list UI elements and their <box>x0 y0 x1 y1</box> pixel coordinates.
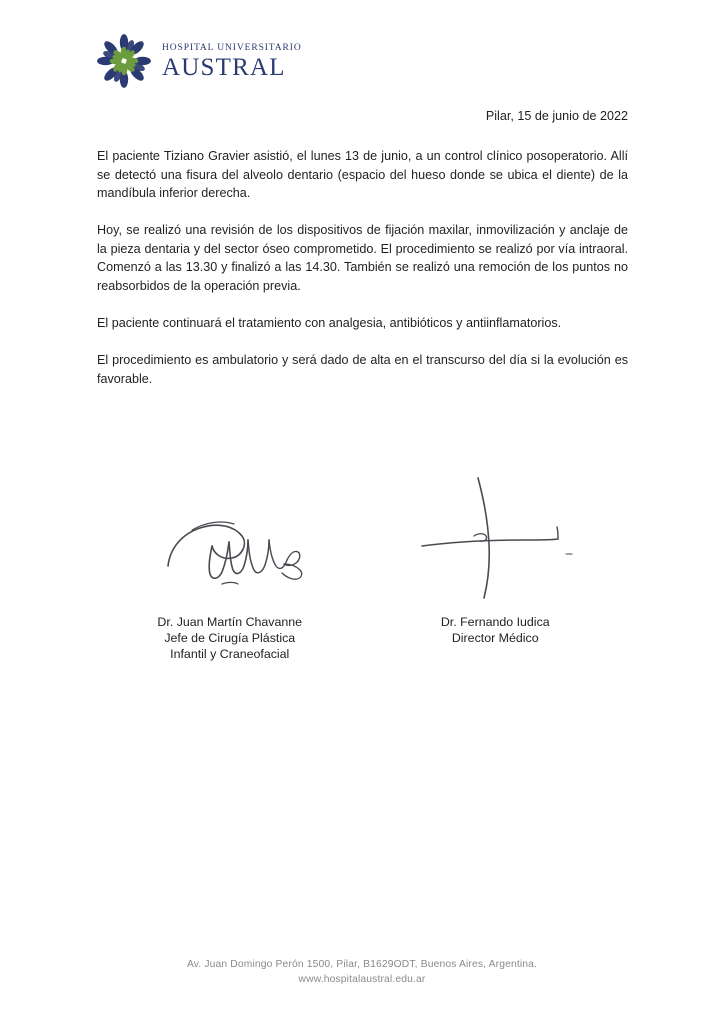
handwritten-signature-chavanne-icon <box>97 480 363 610</box>
signatory-name: Dr. Juan Martín Chavanne <box>157 615 303 629</box>
logo-wordmark <box>162 42 302 81</box>
letterhead <box>96 33 302 89</box>
austral-flower-logo-icon <box>96 33 152 89</box>
paragraph-1: El paciente Tiziano Gravier asistió, el lunes 13 de junio, a un control clínico posoperatorio. Allí se detectó una fisura del alveolo dentario (espacio del hueso donde se ubica el diente) de la mandíbula inferior derecha. <box>97 149 628 200</box>
signatory-title-line1: Director Médico <box>451 631 539 646</box>
date-line: Pilar, 15 de junio de 2022 <box>485 109 628 123</box>
signature-block-chavanne <box>97 480 363 662</box>
signatory-name: Dr. Fernando Iudica <box>440 615 550 629</box>
footer-website: www.hospitalaustral.edu.ar <box>298 973 426 985</box>
signature-caption-chavanne <box>157 614 302 662</box>
paragraph-3: El paciente continuará el tratamiento con analgesia, antibióticos y antiinflamatorios. <box>97 315 562 330</box>
letter-body <box>97 107 628 388</box>
signatory-title-line2: Infantil y Craneofacial <box>170 647 290 662</box>
signature-block-iudica <box>363 480 629 662</box>
page-footer <box>0 958 724 988</box>
signatory-title-line1: Jefe de Cirugía Plástica <box>164 631 296 646</box>
signature-area <box>97 480 628 662</box>
footer-address: Av. Juan Domingo Perón 1500, Pilar, B1629ODT, Buenos Aires, Argentina. <box>186 959 538 970</box>
handwritten-signature-iudica-icon <box>363 480 629 610</box>
logo-subtitle: HOSPITAL UNIVERSITARIO <box>162 42 302 53</box>
logo-title: AUSTRAL <box>162 54 286 82</box>
signature-caption-iudica <box>441 614 550 646</box>
paragraph-4: El procedimiento es ambulatorio y será dado de alta en el transcurso del día si la evolución es favorable. <box>97 353 628 386</box>
paragraph-2: Hoy, se realizó una revisión de los dispositivos de fijación maxilar, inmovilización y anclaje de la pieza dentaria y del sector óseo comprometido. El procedimiento se realizó por vía intraoral. Comenzó a las 13.30 y finalizó a las 14.30. También se realizó una remoción de los puntos no reabsorbidos de la operación previa. <box>97 223 628 293</box>
